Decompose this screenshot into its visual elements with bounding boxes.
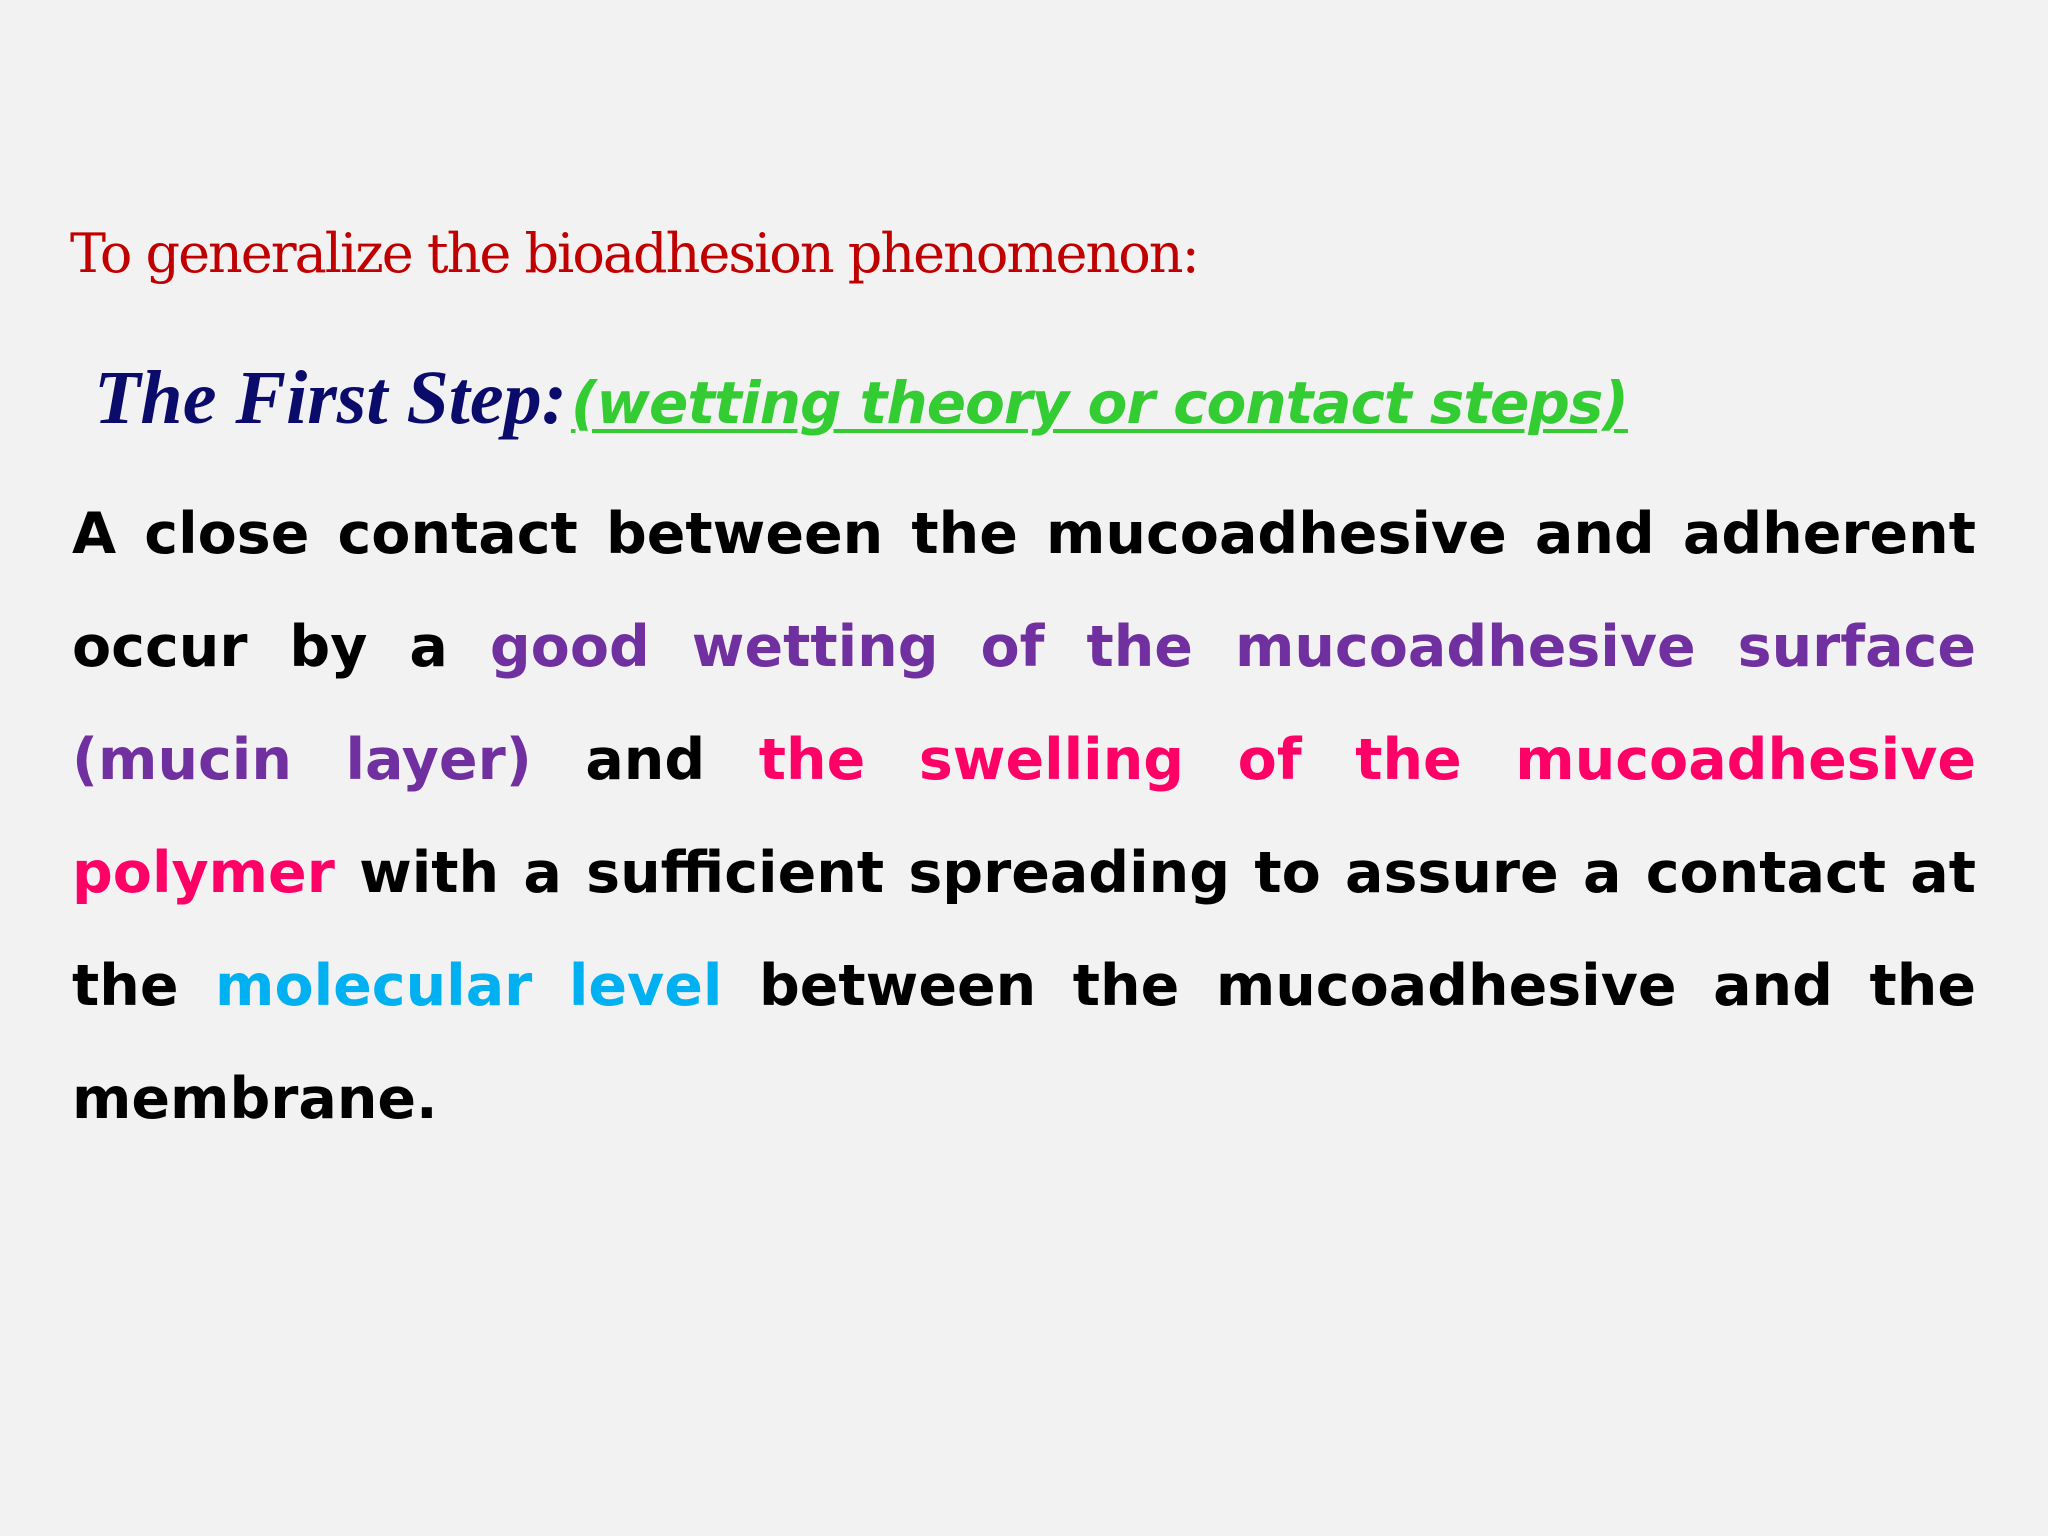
body-text-segment: and — [531, 727, 759, 793]
highlight-swelling: the swelling of the mucoadhesive polymer — [72, 727, 1977, 906]
step-label: The First Step: — [94, 356, 567, 440]
step-line — [94, 355, 1628, 442]
highlight-wetting: good wetting of the mucoadhesive surface (mucin layer) — [72, 614, 1976, 793]
highlight-molecular-level: molecular level — [215, 953, 723, 1019]
body-text-segment: with a sufficient spreading to assure a contact at the — [72, 840, 1976, 1019]
body-text-segment: between the mucoadhesive and the membrane. — [72, 953, 1976, 1132]
slide-heading: To generalize the bioadhesion phenomenon: — [70, 222, 1198, 285]
body-text-segment: A close contact between the mucoadhesive and adherent occur by a — [72, 501, 1976, 680]
step-subtitle: (wetting theory or contact steps) — [570, 369, 1628, 437]
body-paragraph — [72, 478, 1976, 1156]
